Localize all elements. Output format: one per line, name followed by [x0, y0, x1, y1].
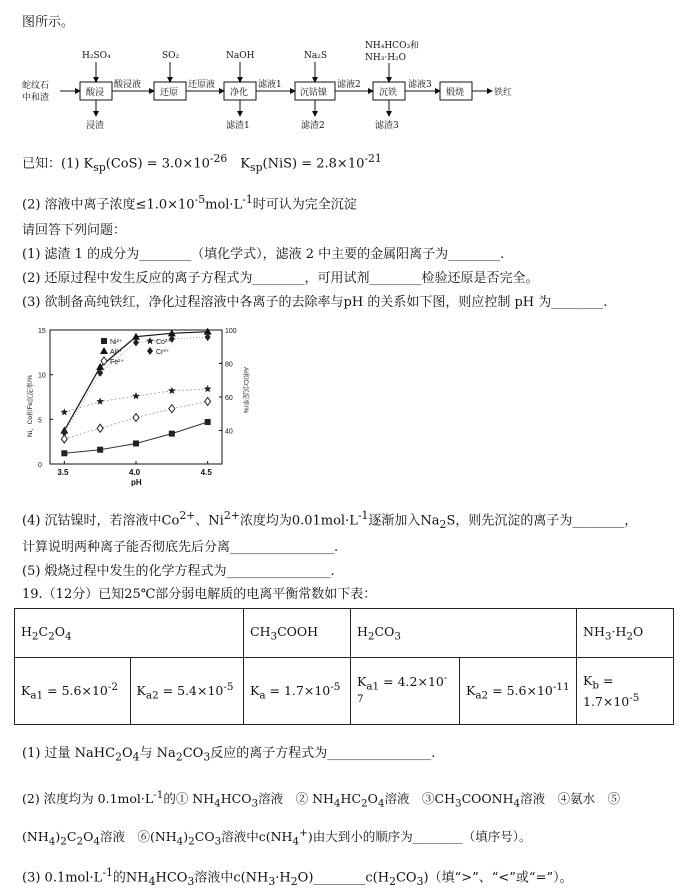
legend-marker: [101, 357, 107, 365]
flow-start-1: 蛇纹石: [22, 81, 50, 91]
question-3: (3) 欲制备高纯铁红，净化过程溶液中各离子的去除率与pH 的关系如下图，则应控制 pH 为________.: [22, 295, 608, 310]
question-1: (1) 滤渣 1 的成分为________（填化学式），滤液 2 中主要的金属阳离子为________.: [22, 247, 505, 262]
flow-box-label: 酸浸: [86, 88, 105, 98]
data-point-star: [168, 387, 176, 394]
flow-box-label: 煅烧: [446, 88, 465, 98]
data-point-square: [97, 447, 103, 453]
x-tick-label: 3.5: [57, 468, 69, 477]
flow-output: 滤渣2: [301, 121, 325, 131]
flow-stream: 滤液1: [258, 80, 282, 90]
data-point-diamond-open: [205, 397, 211, 405]
question-4a: (4) 沉钴镍时，若溶液中$Co^{2+}$、$Ni^{2+}$浓度均为$0.01mol\cdot L^{-1}$逐渐加入$Na_2S$，则先沉淀的离子为________，: [22, 509, 638, 531]
y-right-tick-label: 40: [225, 428, 233, 436]
table-cell: $K_a = 1.7\times 10^{-5}$: [244, 658, 351, 725]
x-tick-label: 4.5: [200, 468, 212, 477]
y-right-tick-label: 60: [225, 395, 233, 402]
flow-box-label: 沉铁: [379, 88, 398, 98]
data-point-square: [61, 450, 67, 456]
legend-marker: [147, 347, 153, 355]
p19-question-1: (1) 过量 $NaHC_2O_4$与 $Na_2CO_3$反应的离子方程式为________________.: [22, 746, 436, 764]
data-point-diamond-open: [97, 424, 103, 432]
flow-box-precip-fe: [373, 82, 405, 100]
flow-output: 滤渣3: [375, 121, 399, 131]
table-cell: $K_b = 1.7\times 10^{-5}$: [577, 658, 674, 725]
known-line-2: (2) 溶液中离子浓度$\le 1.0\times 10^{-5}mol\cdot L^{-1}$时可认为完全沉淀: [22, 193, 357, 213]
legend-marker: [146, 337, 154, 344]
flow-box-acid-leach: [80, 82, 112, 100]
x-axis-label: pH: [131, 478, 142, 487]
x-tick-label: 4.0: [129, 468, 141, 477]
table-cell: $K_{a2} = 5.6\times 10^{-11}$: [460, 658, 577, 725]
y-left-tick-label: 5: [38, 417, 42, 425]
flow-box-calcine: [440, 82, 472, 100]
legend-marker: [101, 338, 107, 344]
data-point-star: [61, 408, 69, 415]
flow-stream: 还原液: [188, 80, 216, 90]
question-5: (5) 煅烧过程中发生的化学方程式为________________.: [22, 564, 335, 579]
p19-question-2b: $(NH_4)_2C_2O_4$溶液 $⑥(NH_4)_2CO_3$溶液中$c(NH_4^+)$由大到小的顺序为________（填序号）。: [22, 827, 532, 848]
flow-output: 滤渣1: [226, 121, 250, 131]
flow-reagent: NaOH: [226, 51, 255, 61]
flow-stream: 酸浸液: [114, 80, 142, 90]
flow-stream: 滤液2: [337, 80, 361, 90]
y-left-tick-label: 0: [38, 462, 42, 469]
flow-reagent: Na₂S: [304, 51, 328, 61]
legend-label: Al³⁺: [110, 349, 123, 356]
question-2: (2) 还原过程中发生反应的离子方程式为________，可用试剂________检验还原是否完全。: [22, 271, 539, 286]
table-cell: $K_{a1} = 5.6\times 10^{-2}$: [15, 658, 131, 725]
data-point-diamond: [133, 339, 139, 347]
y-left-tick-label: 10: [38, 372, 46, 380]
known-line-1: 已知：(1) $K_{sp}(CoS) = 3.0\times 10^{-26}$ $K_{sp}(NiS) = 2.8\times 10^{-21}$: [22, 152, 382, 174]
data-point-diamond-open: [169, 405, 175, 413]
ionization-constant-table: [14, 608, 674, 725]
flow-box-reduce: [154, 82, 186, 100]
table-cell: $K_{a2} = 5.4\times 10^{-5}$: [130, 658, 243, 725]
p19-question-3: (3) $0.1mol\cdot L^{-1}$的$NH_4HCO_3$溶液中$c(NH_3\cdot H_2O)\_\_\_\_\_\_\_\_c(H_2CO_3)$（填“>”、“<”或“=”）。: [22, 866, 573, 888]
table-header: $H_2CO_3$: [351, 609, 577, 658]
y-right-tick-label: 100: [225, 328, 237, 335]
flow-product: 铁红: [494, 88, 513, 98]
flow-reagent: H₂SO₄: [82, 51, 111, 61]
legend-marker: [100, 347, 108, 354]
table-cell: $K_{a1} = 4.2\times 10^{-7}$: [351, 658, 460, 725]
data-point-square: [169, 431, 175, 437]
legend-label: Ni²⁺: [110, 339, 123, 346]
removal-rate-chart: [22, 322, 252, 494]
y-left-tick-label: 15: [38, 328, 46, 335]
p19-question-2a: (2) 浓度均为 $0.1mol\cdot L^{-1}$的① $NH_4HCO_3$溶液 ② $NH_4HC_2O_4$溶液 $③CH_3COONH_4$溶液 ④氨水 ⑤: [22, 789, 621, 810]
flow-start-2: 中和渣: [22, 93, 50, 103]
problem-19-title: 19.（12分）已知25℃部分弱电解质的电离平衡常数如下表：: [22, 587, 377, 602]
flow-output: 浸渣: [86, 121, 105, 131]
flow-box-label: 还原: [160, 88, 179, 98]
flow-box-precip-co-ni: [295, 82, 335, 100]
flow-box-label: 净化: [230, 88, 249, 98]
data-point-star: [132, 392, 140, 399]
flow-reagent: SO₂: [162, 51, 180, 61]
y-right-axis-label: Al和Cr沉淀率/%: [242, 367, 249, 414]
table-header: $CH_3COOH$: [244, 609, 351, 658]
flow-box-label: 沉钴镍: [300, 88, 328, 98]
data-point-star: [96, 398, 104, 405]
process-flow-diagram: [22, 40, 522, 140]
questions-header: 请回答下列问题：: [22, 223, 127, 238]
flow-box-purify: [224, 82, 256, 100]
flow-stream: 滤液3: [408, 80, 432, 90]
data-point-diamond-open: [61, 435, 67, 443]
question-4b: 计算说明两种离子能否彻底先后分离________________.: [22, 540, 339, 555]
legend-label: Cr³⁺: [156, 349, 170, 356]
intro-text: 图所示。: [22, 15, 75, 30]
data-point-diamond-open: [133, 414, 139, 422]
data-point-square: [133, 440, 139, 446]
series-line-square: [64, 422, 207, 453]
legend-label: Fe²⁺: [110, 359, 125, 366]
flow-reagent: NH₄HCO₃和: [365, 41, 420, 51]
table-header: $NH_3\cdot H_2O$: [577, 609, 674, 658]
legend-label: Co²⁺: [156, 339, 171, 346]
data-point-square: [205, 419, 211, 425]
flow-reagent: NH₃·H₂O: [365, 53, 407, 63]
y-right-tick-label: 80: [225, 361, 233, 369]
data-point-star: [204, 385, 212, 392]
table-header: $H_2C_2O_4$: [15, 609, 244, 658]
y-left-axis-label: Ni、Co和Fe沉淀率/%: [27, 374, 34, 437]
